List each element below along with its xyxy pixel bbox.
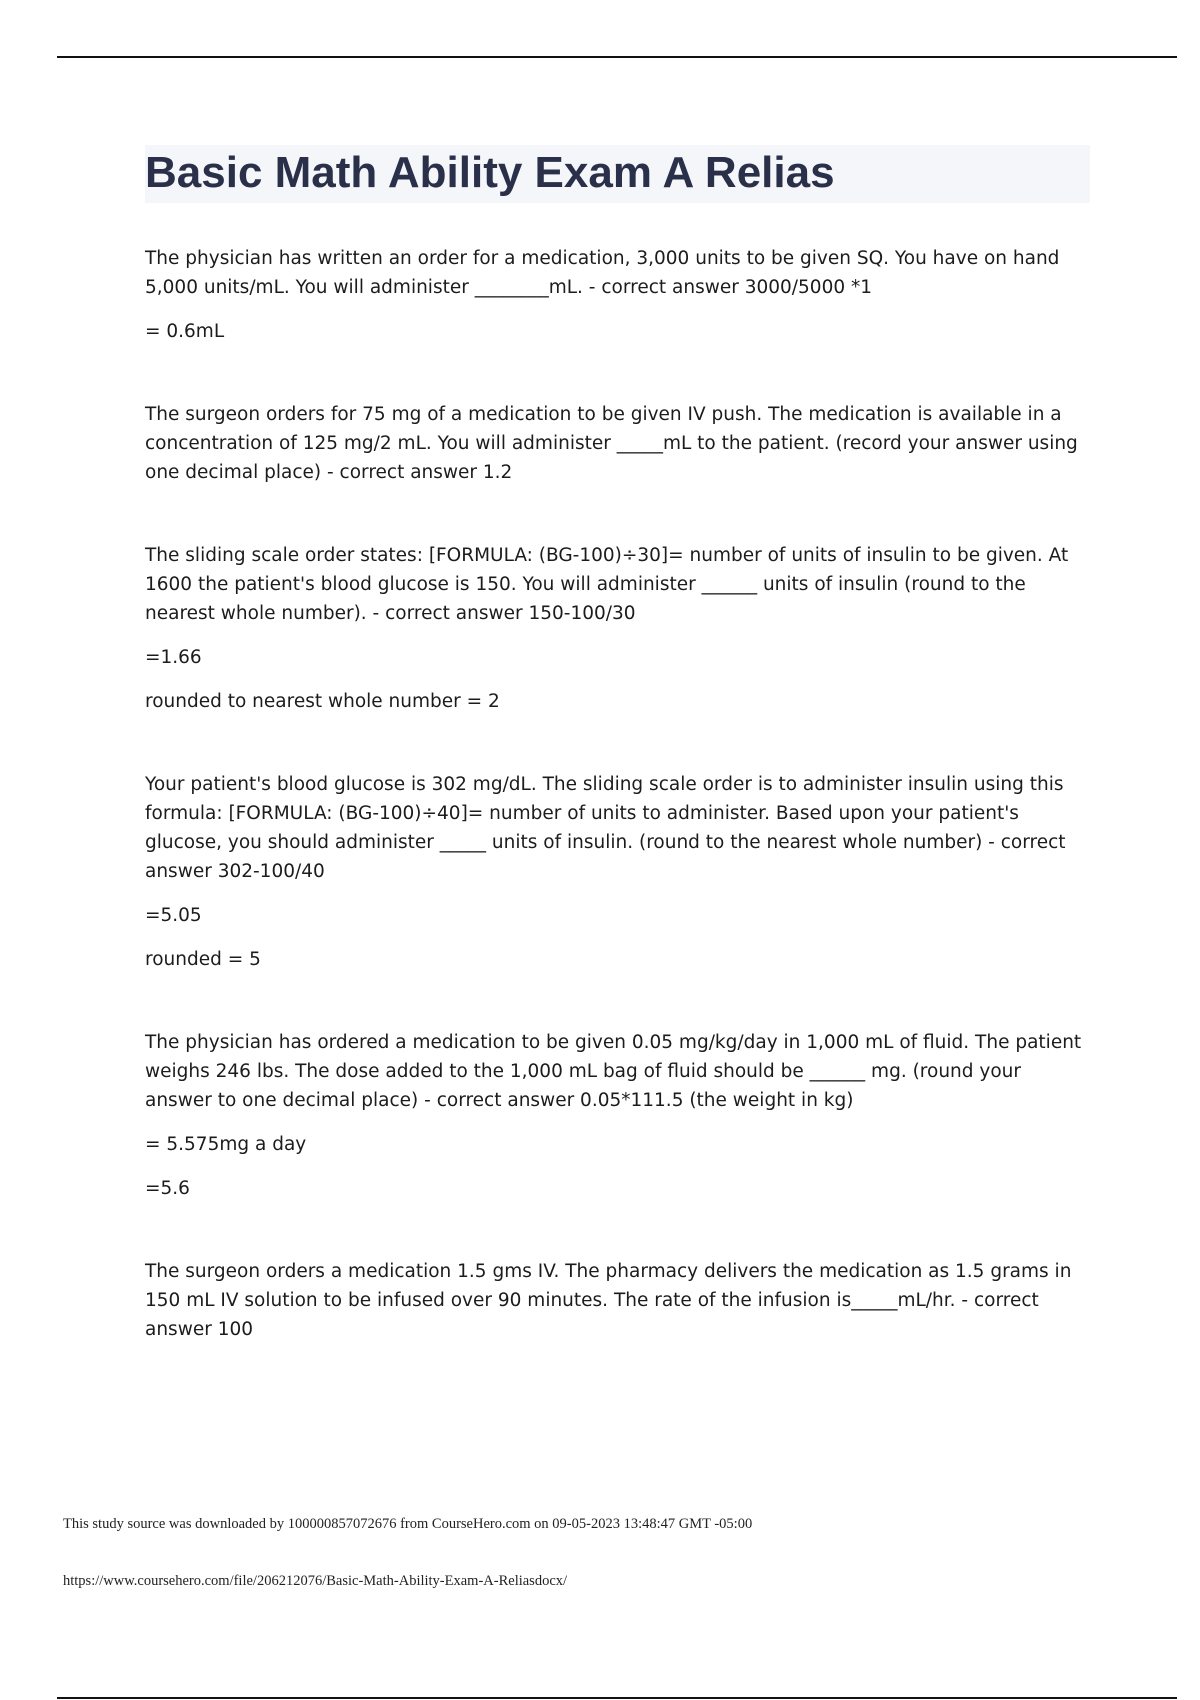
question-text: The surgeon orders a medication 1.5 gms IV. The pharmacy delivers the medication as 1.5 grams in 150 mL IV solution to be infused over 90 minutes. The rate of the infusion is_____mL/hr. - correct answer 100 <box>145 1261 1072 1340</box>
question-text: The surgeon orders for 75 mg of a medication to be given IV push. The medication is available in a concentration of 125 mg/2 mL. You will administer _____mL to the patient. (record your answer using one decimal place) - correct answer 1.2 <box>145 404 1078 483</box>
question-block <box>145 770 1090 974</box>
question-block <box>145 1028 1090 1203</box>
question-text: The physician has ordered a medication to be given 0.05 mg/kg/day in 1,000 mL of fluid. The patient weighs 246 lbs. The dose added to the 1,000 mL bag of fluid should be ______ mg. (round your answer to one decimal place) - correct answer 0.05*111.5 (the weight in kg) <box>145 1032 1082 1111</box>
document-title: Basic Math Ability Exam A Relias <box>145 148 835 197</box>
answer-step: =1.66 <box>145 647 202 668</box>
answer-step: = 5.575mg a day <box>145 1134 307 1155</box>
question-block <box>145 541 1090 716</box>
document-body <box>145 244 1090 1398</box>
download-source-note: This study source was downloaded by 100000857072676 from CourseHero.com on 09-05-2023 13:48:47 GMT -05:00 <box>63 1516 753 1532</box>
question-block <box>145 1257 1090 1344</box>
question-block <box>145 400 1090 487</box>
question-text: The physician has written an order for a medication, 3,000 units to be given SQ. You have on hand 5,000 units/mL. You will administer ________mL. - correct answer 3000/5000 *1 <box>145 248 1060 298</box>
question-text: Your patient's blood glucose is 302 mg/dL. The sliding scale order is to administer insulin using this formula: [FORMULA: (BG-100)÷40]= number of units to administer. Based upon your patient's glucose, you should administer _____ units of insulin. (round to the nearest whole number) - correct answer 302-100/40 <box>145 774 1066 882</box>
question-block <box>145 244 1090 346</box>
answer-step: =5.05 <box>145 905 202 926</box>
bottom-rule <box>57 1697 1177 1699</box>
answer-step: =5.6 <box>145 1178 190 1199</box>
source-url[interactable]: https://www.coursehero.com/file/206212076/Basic-Math-Ability-Exam-A-Reliasdocx/ <box>63 1573 568 1589</box>
answer-step: rounded = 5 <box>145 949 261 970</box>
answer-step: rounded to nearest whole number = 2 <box>145 691 500 712</box>
answer-step: = 0.6mL <box>145 321 225 342</box>
top-rule <box>57 56 1177 58</box>
question-text: The sliding scale order states: [FORMULA: (BG-100)÷30]= number of units of insulin to be given. At 1600 the patient's blood glucose is 150. You will administer ______ units of insulin (round to the nearest whole number). - correct answer 150-100/30 <box>145 545 1069 624</box>
